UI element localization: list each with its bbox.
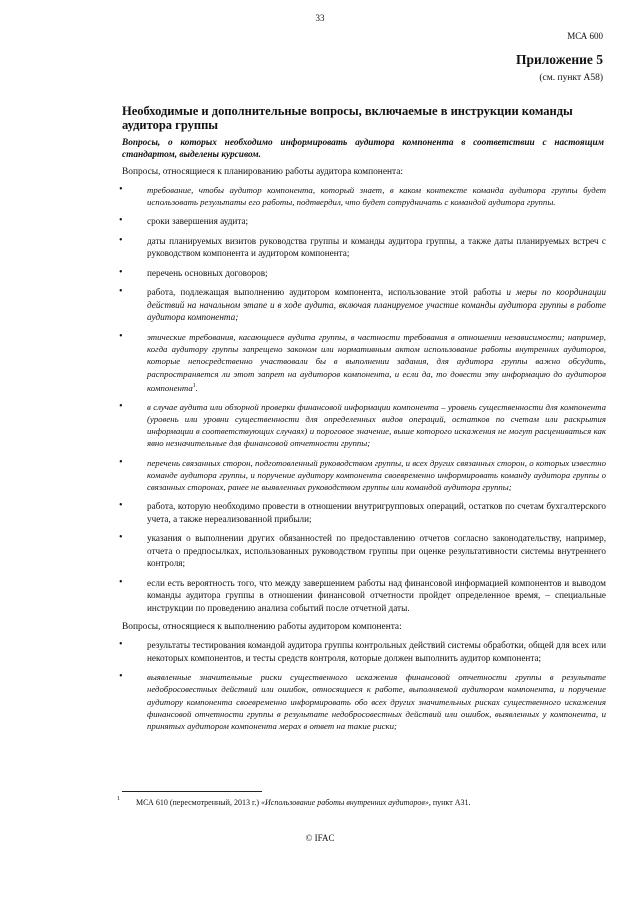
bullet-icon: • bbox=[119, 266, 123, 278]
footnote-divider bbox=[122, 791, 262, 792]
bullet-icon: • bbox=[119, 532, 123, 544]
bullet-icon: • bbox=[119, 456, 123, 468]
list-item: • выявленные значительные риски существенного искажения финансовой отчетности группы в результате недобросовестных действий или ошибок, относящиеся к работе, выполняемой аудитором компонента, и поручение аудитору компонента своевременно информировать обо всех других значительных рисках существенного искажения финансовой отчетности группы в результате недобросовестных действий или ошибок, выявленных у компонента, и принятых аудитором компонента мерах в ответ на такие риски; bbox=[119, 671, 606, 732]
footnote-mark: 1 bbox=[117, 796, 120, 802]
bullet-icon: • bbox=[119, 215, 123, 227]
list-item: • работа, подлежащая выполнению аудитором компонента, использование этой работы и меры по координации действий на начальном этапе и в ходе аудита, включая планируемое участие команды аудитора группы в работе аудитора компонента; bbox=[119, 286, 606, 323]
list-item: • этические требования, касающиеся аудита группы, в частности требования в отношении независимости; например, когда аудитору группы запрещено законом или нормативным актом использование работы внутренних аудиторов, которые непосредственно участвовали бы в выполнении задания, для аудитора группы важно обсудить, распространяется ли этот запрет на аудиторов компонента, и если да, то довести эту информацию до аудиторов компонента$^1$. bbox=[119, 330, 606, 393]
execution-list bbox=[119, 639, 606, 732]
bullet-icon: • bbox=[119, 639, 123, 651]
bullet-icon: • bbox=[119, 234, 123, 246]
footnote: 1 МСА 610 (пересмотренный, 2013 г.) «Использование работы внутренних аудиторов», пункт А31. bbox=[117, 796, 471, 807]
bullet-icon: • bbox=[119, 286, 123, 298]
page-number: 33 bbox=[315, 13, 325, 23]
bullet-icon: • bbox=[119, 184, 123, 195]
bullet-icon: • bbox=[119, 576, 123, 588]
list-item: • если есть вероятность того, что между завершением работы над финансовой информацией компонентов и выводом команды аудитора группы в отношении финансовой отчетности пройдет определенное время, – специальные инструкции по проведению анализа событий после отчетной даты. bbox=[119, 576, 606, 613]
appendix-title: Приложение 5 bbox=[515, 52, 603, 67]
appendix-reference: (см. пункт А58) bbox=[539, 73, 603, 83]
list-item: • в случае аудита или обзорной проверки финансовой информации компонента – уровень существенности для компонента (уровень или уровни существенности для определенных видов операций, остатков по счетам или раскрытия информации в соответствующих случаях) и пороговое значение, выше которого искажения не могут расцениваться как явно незначительные для финансовой отчетности группы; bbox=[119, 400, 606, 449]
list-item: • указания о выполнении других обязанностей по предоставлению отчетов согласно законодательству, например, отчета о предпосылках, использованных руководством группы при оценке результативности системы внутреннего контроля; bbox=[119, 532, 606, 569]
list-item: • результаты тестирования командой аудитора группы контрольных действий системы обработки, общей для всех или некоторых компонентов, и тесты средств контроля, которые должен выполнить аудитор компонента; bbox=[119, 639, 606, 663]
planning-list bbox=[119, 184, 606, 614]
bullet-icon: • bbox=[119, 671, 123, 683]
footnote-ref: 1 bbox=[192, 382, 196, 389]
list-item: • перечень основных договоров; bbox=[119, 266, 268, 278]
bullet-icon: • bbox=[119, 400, 123, 412]
content-body bbox=[119, 166, 606, 739]
bullet-icon: • bbox=[119, 500, 123, 512]
bullet-icon: • bbox=[119, 330, 123, 342]
execution-section-title: Вопросы, относящиеся к выполнению работы аудитором компонента: bbox=[122, 622, 402, 633]
list-item: • перечень связанных сторон, подготовленный руководством группы, и всех других связанных сторон, о которых известно команде аудитора группы, и поручение аудитору компонента своевременно информировать команду аудитора группы о связанных сторонах, ранее не выявленных руководством группы или командой аудитора группы; bbox=[119, 456, 606, 493]
page-footer: © IFAC bbox=[305, 833, 335, 843]
section-heading: Необходимые и дополнительные вопросы, включаемые в инструкции команды аудитора группы bbox=[122, 104, 573, 132]
document-code: МСА 600 bbox=[567, 31, 603, 41]
intro-paragraph: Вопросы, о которых необходимо информировать аудитора компонента в соответствии с настоящим стандартом, выделены курсивом. bbox=[122, 138, 604, 160]
list-item: • требование, чтобы аудитор компонента, который знает, в каком контексте команда аудитора группы будет использовать результаты его работы, подтвердил, что будет сотрудничать с командой аудитора группы. bbox=[119, 184, 606, 208]
list-item: • сроки завершения аудита; bbox=[119, 215, 249, 227]
planning-section-title: Вопросы, относящиеся к планированию работы аудитора компонента: bbox=[122, 167, 403, 177]
list-item: • даты планируемых визитов руководства группы и команды аудитора группы, а также даты планируемых встреч с руководством компонента и аудитором компонента; bbox=[119, 234, 606, 259]
list-item: • работа, которую необходимо провести в отношении внутригрупповых операций, остатков по счетам бухгалтерского учета, а также нереализованной прибыли; bbox=[119, 500, 606, 524]
